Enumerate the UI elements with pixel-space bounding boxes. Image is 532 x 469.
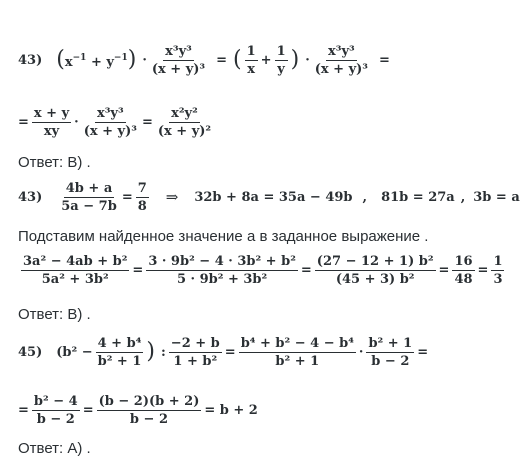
p3-l2-tail: = b + 2: [204, 402, 258, 418]
equals-sign: =: [18, 114, 29, 130]
p1-l2-fraction-2: $\frac{\text{x³y³}}{\text{(x + y)³}}$: [83, 105, 137, 139]
equals-sign: =: [224, 344, 236, 360]
p2-g-fraction-5: $\frac{1}{3}$: [493, 253, 503, 287]
p1-fraction-2: $\frac{1}{x}$: [246, 43, 256, 77]
p2-number: 43): [18, 189, 43, 205]
paren-open: (: [233, 47, 242, 72]
comma: ,: [362, 189, 368, 205]
p2-g-fraction-1: $\frac{\text{3a² − 4ab + b²}}{\text{5a² + 3b²}}$: [23, 253, 128, 287]
p3-fraction-2: $\frac{-2 + b}{\text{1 + b²}}$: [170, 335, 220, 369]
p2-equation-2: 81b = 27a: [381, 189, 455, 205]
equals-sign: =: [121, 189, 133, 205]
equals-sign: =: [132, 262, 144, 278]
paren-close: ): [290, 47, 300, 72]
p3-line2: [18, 388, 258, 432]
p1-fraction-3: $\frac{1}{y}$: [276, 43, 286, 77]
p3-fraction-4: $\frac{\text{b² + 1}}{b - 2}$: [368, 335, 413, 369]
p2-note: Подставим найденное значение а в заданное выражение .: [18, 227, 429, 245]
equals-sign: =: [216, 52, 228, 68]
p1-fraction-1: $\frac{\text{x³y³}}{\text{(x + y)³}}$: [151, 43, 206, 77]
p2-fraction-2: $\frac{7}{8}$: [137, 180, 147, 214]
dot-operator: ·: [142, 52, 147, 68]
p2-equation-1: 32b + 8a = 35a − 49b: [194, 189, 353, 205]
p2-equation-3: 3b = a: [473, 189, 520, 205]
p2-g-fraction-3: $\frac{\text{(27 − 12 + 1) b²}}{\text{(45 + 3) b²}}$: [316, 253, 434, 287]
comma: ,: [460, 189, 466, 205]
p3-fraction-3: $\frac{\text{b⁴ + b² − 4 − b⁴}}{\text{b² + 1}}$: [240, 335, 354, 369]
implies-arrow-icon: ⇒: [165, 188, 179, 206]
plus-sign: +: [260, 52, 272, 68]
equals-sign: =: [82, 402, 94, 418]
p2-line2: [18, 248, 507, 292]
p2-line1: [18, 175, 520, 219]
p3-open: (b² −: [56, 344, 93, 360]
equals-sign: =: [300, 262, 312, 278]
division-colon: :: [160, 344, 166, 360]
p3-l2-fraction-2: $\frac{(b - 2)(b + 2)}{b - 2}$: [98, 393, 200, 427]
equals-sign: =: [438, 262, 450, 278]
p1-line1: [18, 38, 390, 82]
p1-head: $(x^{-1} + y^{-1})$: [56, 47, 137, 72]
equals-sign: =: [417, 344, 429, 360]
dot-operator: ·: [358, 344, 364, 360]
dot-operator: ·: [74, 114, 79, 130]
p3-fraction-1: $\frac{\text{4 + b⁴}}{\text{b² + 1}}$: [97, 335, 142, 369]
equals-sign: =: [378, 52, 390, 68]
p3-number: 45): [18, 344, 43, 360]
equals-sign: =: [141, 114, 153, 130]
paren-close: ): [146, 339, 155, 364]
p1-number: 43): [18, 52, 43, 68]
p1-l2-fraction-3: $\frac{\text{x²y²}}{\text{(x + y)²}}$: [157, 105, 212, 139]
p3-l2-fraction-1: $\frac{\text{b² − 4}}{b - 2}$: [33, 393, 78, 427]
p1-fraction-4: $\frac{\text{x³y³}}{\text{(x + y)³}}$: [314, 43, 368, 77]
p1-answer: Ответ: В) .: [18, 153, 91, 171]
p3-answer: Ответ: А) .: [18, 439, 91, 457]
p2-fraction-1: $\frac{4b + a}{5a - 7b}$: [61, 180, 117, 214]
p3-line1: [18, 329, 428, 375]
p1-l2-fraction-1: $\frac{x + y}{xy}$: [33, 105, 70, 139]
equals-sign: =: [18, 402, 29, 418]
p1-line2: [18, 100, 216, 144]
dot-operator: ·: [305, 52, 310, 68]
p2-g-fraction-2: $\frac{\text{3 · 9b² − 4 · 3b² + b²}}{\text{5 · 9b² + 3b²}}$: [148, 253, 296, 287]
p2-g-fraction-4: $\frac{16}{48}$: [454, 253, 473, 287]
equals-sign: =: [477, 262, 489, 278]
p2-answer: Ответ: В) .: [18, 305, 91, 323]
